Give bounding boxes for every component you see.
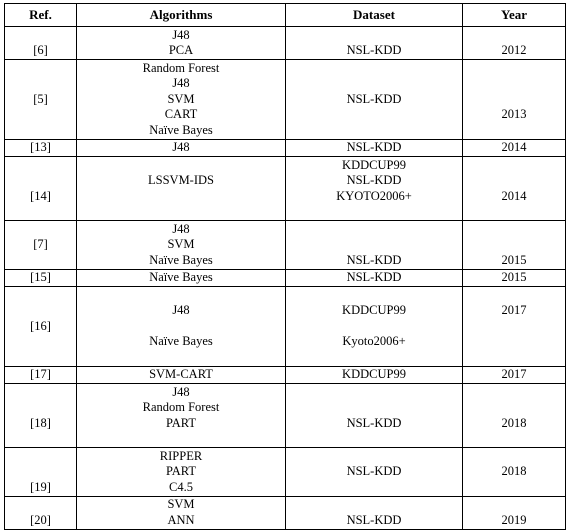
- year-text: [463, 173, 565, 189]
- algorithm-text: SVM: [167, 497, 195, 511]
- year-text: [463, 480, 565, 496]
- year-text: [463, 204, 565, 220]
- dataset-cell: [286, 496, 463, 529]
- dataset-lines: [286, 288, 462, 366]
- dataset-cell: [286, 366, 463, 384]
- algorithm-cell: [77, 366, 286, 384]
- dataset-text: [286, 61, 462, 77]
- algorithm-text: [77, 319, 285, 335]
- ref-text: [5, 464, 76, 480]
- year-text: 2012: [501, 43, 527, 57]
- dataset-text: [286, 237, 462, 253]
- dataset-text: NSL-KDD: [346, 43, 402, 57]
- dataset-text: KDDCUP99: [342, 303, 406, 317]
- ref-text: [5, 158, 76, 174]
- year-cell: [463, 496, 566, 529]
- year-cell: [463, 139, 566, 157]
- ref-cell: [5, 366, 77, 384]
- year-text: [463, 92, 565, 108]
- year-lines: [463, 222, 565, 269]
- dataset-lines: [286, 222, 462, 269]
- year-text: [463, 237, 565, 253]
- year-text: 2019: [501, 512, 527, 527]
- table-row: [5, 269, 566, 287]
- year-text: [463, 431, 565, 447]
- algorithm-lines: [77, 367, 285, 383]
- dataset-text: KDDCUP99: [342, 367, 406, 381]
- dataset-text: NSL-KDD: [346, 512, 402, 527]
- algorithm-text: SVM: [167, 237, 195, 251]
- ref-cell: [5, 384, 77, 448]
- algorithm-lines: [77, 385, 285, 447]
- dataset-text: KDDCUP99: [342, 157, 406, 172]
- ref-text: [15]: [30, 270, 51, 284]
- year-text: 2015: [501, 252, 527, 267]
- ref-cell: [5, 60, 77, 140]
- year-lines: [463, 28, 565, 59]
- algorithm-lines: [77, 222, 285, 269]
- header-ref: Ref.: [5, 4, 77, 27]
- year-lines: [463, 61, 565, 139]
- dataset-cell: [286, 221, 463, 270]
- year-text: 2018: [501, 464, 527, 478]
- year-lines: [463, 140, 565, 156]
- ref-text: [5, 123, 76, 139]
- ref-text: [5, 385, 76, 401]
- algorithm-text: Naïve Bayes: [149, 252, 213, 267]
- year-lines: [463, 158, 565, 220]
- algorithm-lines: [77, 28, 285, 59]
- dataset-cell: [286, 269, 463, 287]
- year-text: [463, 400, 565, 416]
- year-text: 2014: [501, 140, 527, 154]
- year-text: [463, 123, 565, 139]
- header-dataset: Dataset: [286, 4, 463, 27]
- ref-lines: [5, 385, 76, 447]
- header-row: [5, 4, 566, 27]
- ref-cell: [5, 287, 77, 367]
- dataset-text: Kyoto2006+: [342, 334, 406, 348]
- ref-lines: [5, 449, 76, 496]
- year-text: 2017: [501, 367, 527, 381]
- algorithm-text: SVM-CART: [149, 367, 213, 381]
- algorithm-cell: [77, 496, 286, 529]
- dataset-text: [286, 28, 462, 44]
- dataset-text: [286, 350, 462, 366]
- table-row: [5, 448, 566, 497]
- dataset-lines: [286, 367, 462, 383]
- dataset-cell: [286, 139, 463, 157]
- dataset-cell: [286, 448, 463, 497]
- ref-lines: [5, 270, 76, 286]
- year-cell: [463, 60, 566, 140]
- year-cell: [463, 366, 566, 384]
- algorithm-cell: [77, 139, 286, 157]
- table-row: [5, 27, 566, 60]
- algorithm-text: SVM: [167, 91, 195, 106]
- algorithm-lines: [77, 270, 285, 286]
- year-cell: [463, 287, 566, 367]
- ref-text: [17]: [30, 367, 51, 381]
- ref-cell: [5, 157, 77, 221]
- algorithm-text: J48: [172, 27, 190, 42]
- dataset-lines: [286, 61, 462, 139]
- table-row: [5, 366, 566, 384]
- year-cell: [463, 269, 566, 287]
- year-cell: [463, 448, 566, 497]
- ref-text: [7]: [33, 237, 48, 251]
- ref-text: [5, 28, 76, 44]
- year-text: [463, 350, 565, 366]
- table-row: [5, 139, 566, 157]
- ref-text: [5, 222, 76, 238]
- dataset-text: [286, 480, 462, 496]
- algorithm-text: [77, 189, 285, 205]
- dataset-text: [286, 288, 462, 304]
- algorithm-text: RIPPER: [159, 448, 203, 463]
- year-text: 2014: [501, 188, 527, 203]
- table-row: [5, 287, 566, 367]
- year-text: [463, 222, 565, 238]
- year-text: [463, 61, 565, 77]
- ref-text: [5, 253, 76, 269]
- dataset-text: NSL-KDD: [346, 415, 402, 430]
- dataset-text: NSL-KDD: [346, 252, 402, 267]
- dataset-cell: [286, 287, 463, 367]
- ref-cell: [5, 27, 77, 60]
- algorithm-text: J48: [172, 140, 190, 154]
- algorithm-lines: [77, 140, 285, 156]
- algorithm-lines: [77, 158, 285, 220]
- algorithm-cell: [77, 384, 286, 448]
- algorithm-text: Naïve Bayes: [149, 334, 213, 348]
- dataset-lines: [286, 158, 462, 220]
- ref-text: [5, 288, 76, 304]
- dataset-text: [286, 107, 462, 123]
- dataset-text: [286, 204, 462, 220]
- year-lines: [463, 367, 565, 383]
- dataset-text: NSL-KDD: [346, 91, 402, 106]
- year-text: [463, 334, 565, 350]
- year-text: [463, 288, 565, 304]
- algorithm-text: [77, 431, 285, 447]
- algorithm-text: C4.5: [169, 479, 193, 494]
- algorithm-text: [77, 288, 285, 304]
- header-year: Year: [463, 4, 566, 27]
- ref-lines: [5, 28, 76, 59]
- ref-cell: [5, 269, 77, 287]
- ref-text: [5, 303, 76, 319]
- header-algorithms: Algorithms: [77, 4, 286, 27]
- algorithm-text: PART: [165, 464, 197, 478]
- year-text: [463, 449, 565, 465]
- dataset-cell: [286, 60, 463, 140]
- ref-lines: [5, 222, 76, 269]
- year-text: [463, 385, 565, 401]
- ref-lines: [5, 61, 76, 139]
- table-row: [5, 60, 566, 140]
- dataset-text: [286, 319, 462, 335]
- algorithm-cell: [77, 60, 286, 140]
- year-text: [463, 497, 565, 513]
- ref-text: [5, 204, 76, 220]
- algorithm-text: [77, 204, 285, 220]
- ref-lines: [5, 158, 76, 220]
- algorithm-text: Naïve Bayes: [149, 122, 213, 137]
- algorithm-text: LSSVM-IDS: [148, 173, 214, 187]
- year-lines: [463, 288, 565, 366]
- algorithm-lines: [77, 449, 285, 496]
- ref-text: [14]: [30, 188, 51, 203]
- year-text: [463, 28, 565, 44]
- ref-text: [5, 350, 76, 366]
- ref-cell: [5, 448, 77, 497]
- year-lines: [463, 449, 565, 496]
- year-lines: [463, 385, 565, 447]
- algorithm-cell: [77, 448, 286, 497]
- algorithm-cell: [77, 27, 286, 60]
- dataset-text: [286, 449, 462, 465]
- ref-text: [13]: [30, 140, 51, 154]
- dataset-text: [286, 385, 462, 401]
- year-cell: [463, 27, 566, 60]
- year-text: [463, 319, 565, 335]
- algorithm-text: [77, 350, 285, 366]
- ref-lines: [5, 288, 76, 366]
- dataset-text: [286, 497, 462, 513]
- algorithm-text: J48: [172, 303, 190, 317]
- dataset-cell: [286, 384, 463, 448]
- ref-lines: [5, 367, 76, 383]
- ref-text: [6]: [33, 43, 48, 57]
- ref-cell: [5, 139, 77, 157]
- algorithm-text: J48: [172, 221, 190, 236]
- ref-text: [20]: [30, 512, 51, 527]
- ref-text: [5, 107, 76, 123]
- ref-text: [5]: [33, 91, 48, 106]
- table-row: [5, 496, 566, 529]
- algorithm-text: PART: [165, 415, 197, 430]
- dataset-text: NSL-KDD: [346, 140, 402, 154]
- algorithm-text: Random Forest: [142, 400, 220, 414]
- table-row: [5, 221, 566, 270]
- dataset-text: NSL-KDD: [346, 270, 402, 284]
- year-text: 2018: [501, 415, 527, 430]
- dataset-text: [286, 123, 462, 139]
- ref-cell: [5, 221, 77, 270]
- algorithm-text: PCA: [168, 43, 194, 57]
- dataset-lines: [286, 28, 462, 59]
- year-text: [463, 76, 565, 92]
- dataset-lines: [286, 270, 462, 286]
- dataset-lines: [286, 385, 462, 447]
- year-lines: [463, 270, 565, 286]
- dataset-text: [286, 431, 462, 447]
- dataset-text: [286, 222, 462, 238]
- ref-text: [5, 400, 76, 416]
- table-row: [5, 384, 566, 448]
- ref-text: [5, 431, 76, 447]
- algorithm-cell: [77, 269, 286, 287]
- algorithm-text: CART: [164, 107, 198, 121]
- year-cell: [463, 157, 566, 221]
- year-text: [463, 158, 565, 174]
- table-body: [5, 27, 566, 530]
- ref-text: [5, 76, 76, 92]
- algorithm-text: Random Forest: [142, 60, 220, 75]
- ref-cell: [5, 496, 77, 529]
- algorithm-lines: [77, 61, 285, 139]
- ref-text: [5, 61, 76, 77]
- ref-text: [5, 334, 76, 350]
- algorithm-lines: [77, 288, 285, 366]
- ref-text: [19]: [30, 479, 51, 494]
- algorithm-text: J48: [172, 76, 190, 90]
- dataset-lines: [286, 449, 462, 496]
- dataset-text: NSL-KDD: [346, 173, 402, 187]
- ref-lines: [5, 140, 76, 156]
- references-table: [4, 3, 566, 530]
- algorithm-text: Naïve Bayes: [149, 270, 213, 284]
- dataset-text: NSL-KDD: [346, 464, 402, 478]
- year-cell: [463, 221, 566, 270]
- year-cell: [463, 384, 566, 448]
- algorithm-cell: [77, 221, 286, 270]
- dataset-text: KYOTO2006+: [336, 188, 412, 203]
- ref-text: [16]: [30, 318, 51, 333]
- algorithm-text: J48: [172, 384, 190, 399]
- ref-text: [18]: [30, 415, 51, 430]
- dataset-text: [286, 400, 462, 416]
- algorithm-text: [77, 158, 285, 174]
- dataset-text: [286, 76, 462, 92]
- year-text: 2017: [501, 303, 527, 317]
- table-row: [5, 157, 566, 221]
- dataset-lines: [286, 140, 462, 156]
- ref-text: [5, 497, 76, 513]
- year-text: 2013: [501, 107, 527, 121]
- algorithm-text: ANN: [167, 512, 195, 527]
- dataset-cell: [286, 157, 463, 221]
- year-text: 2015: [501, 270, 527, 284]
- ref-text: [5, 449, 76, 465]
- ref-text: [5, 173, 76, 189]
- dataset-cell: [286, 27, 463, 60]
- algorithm-cell: [77, 157, 286, 221]
- algorithm-cell: [77, 287, 286, 367]
